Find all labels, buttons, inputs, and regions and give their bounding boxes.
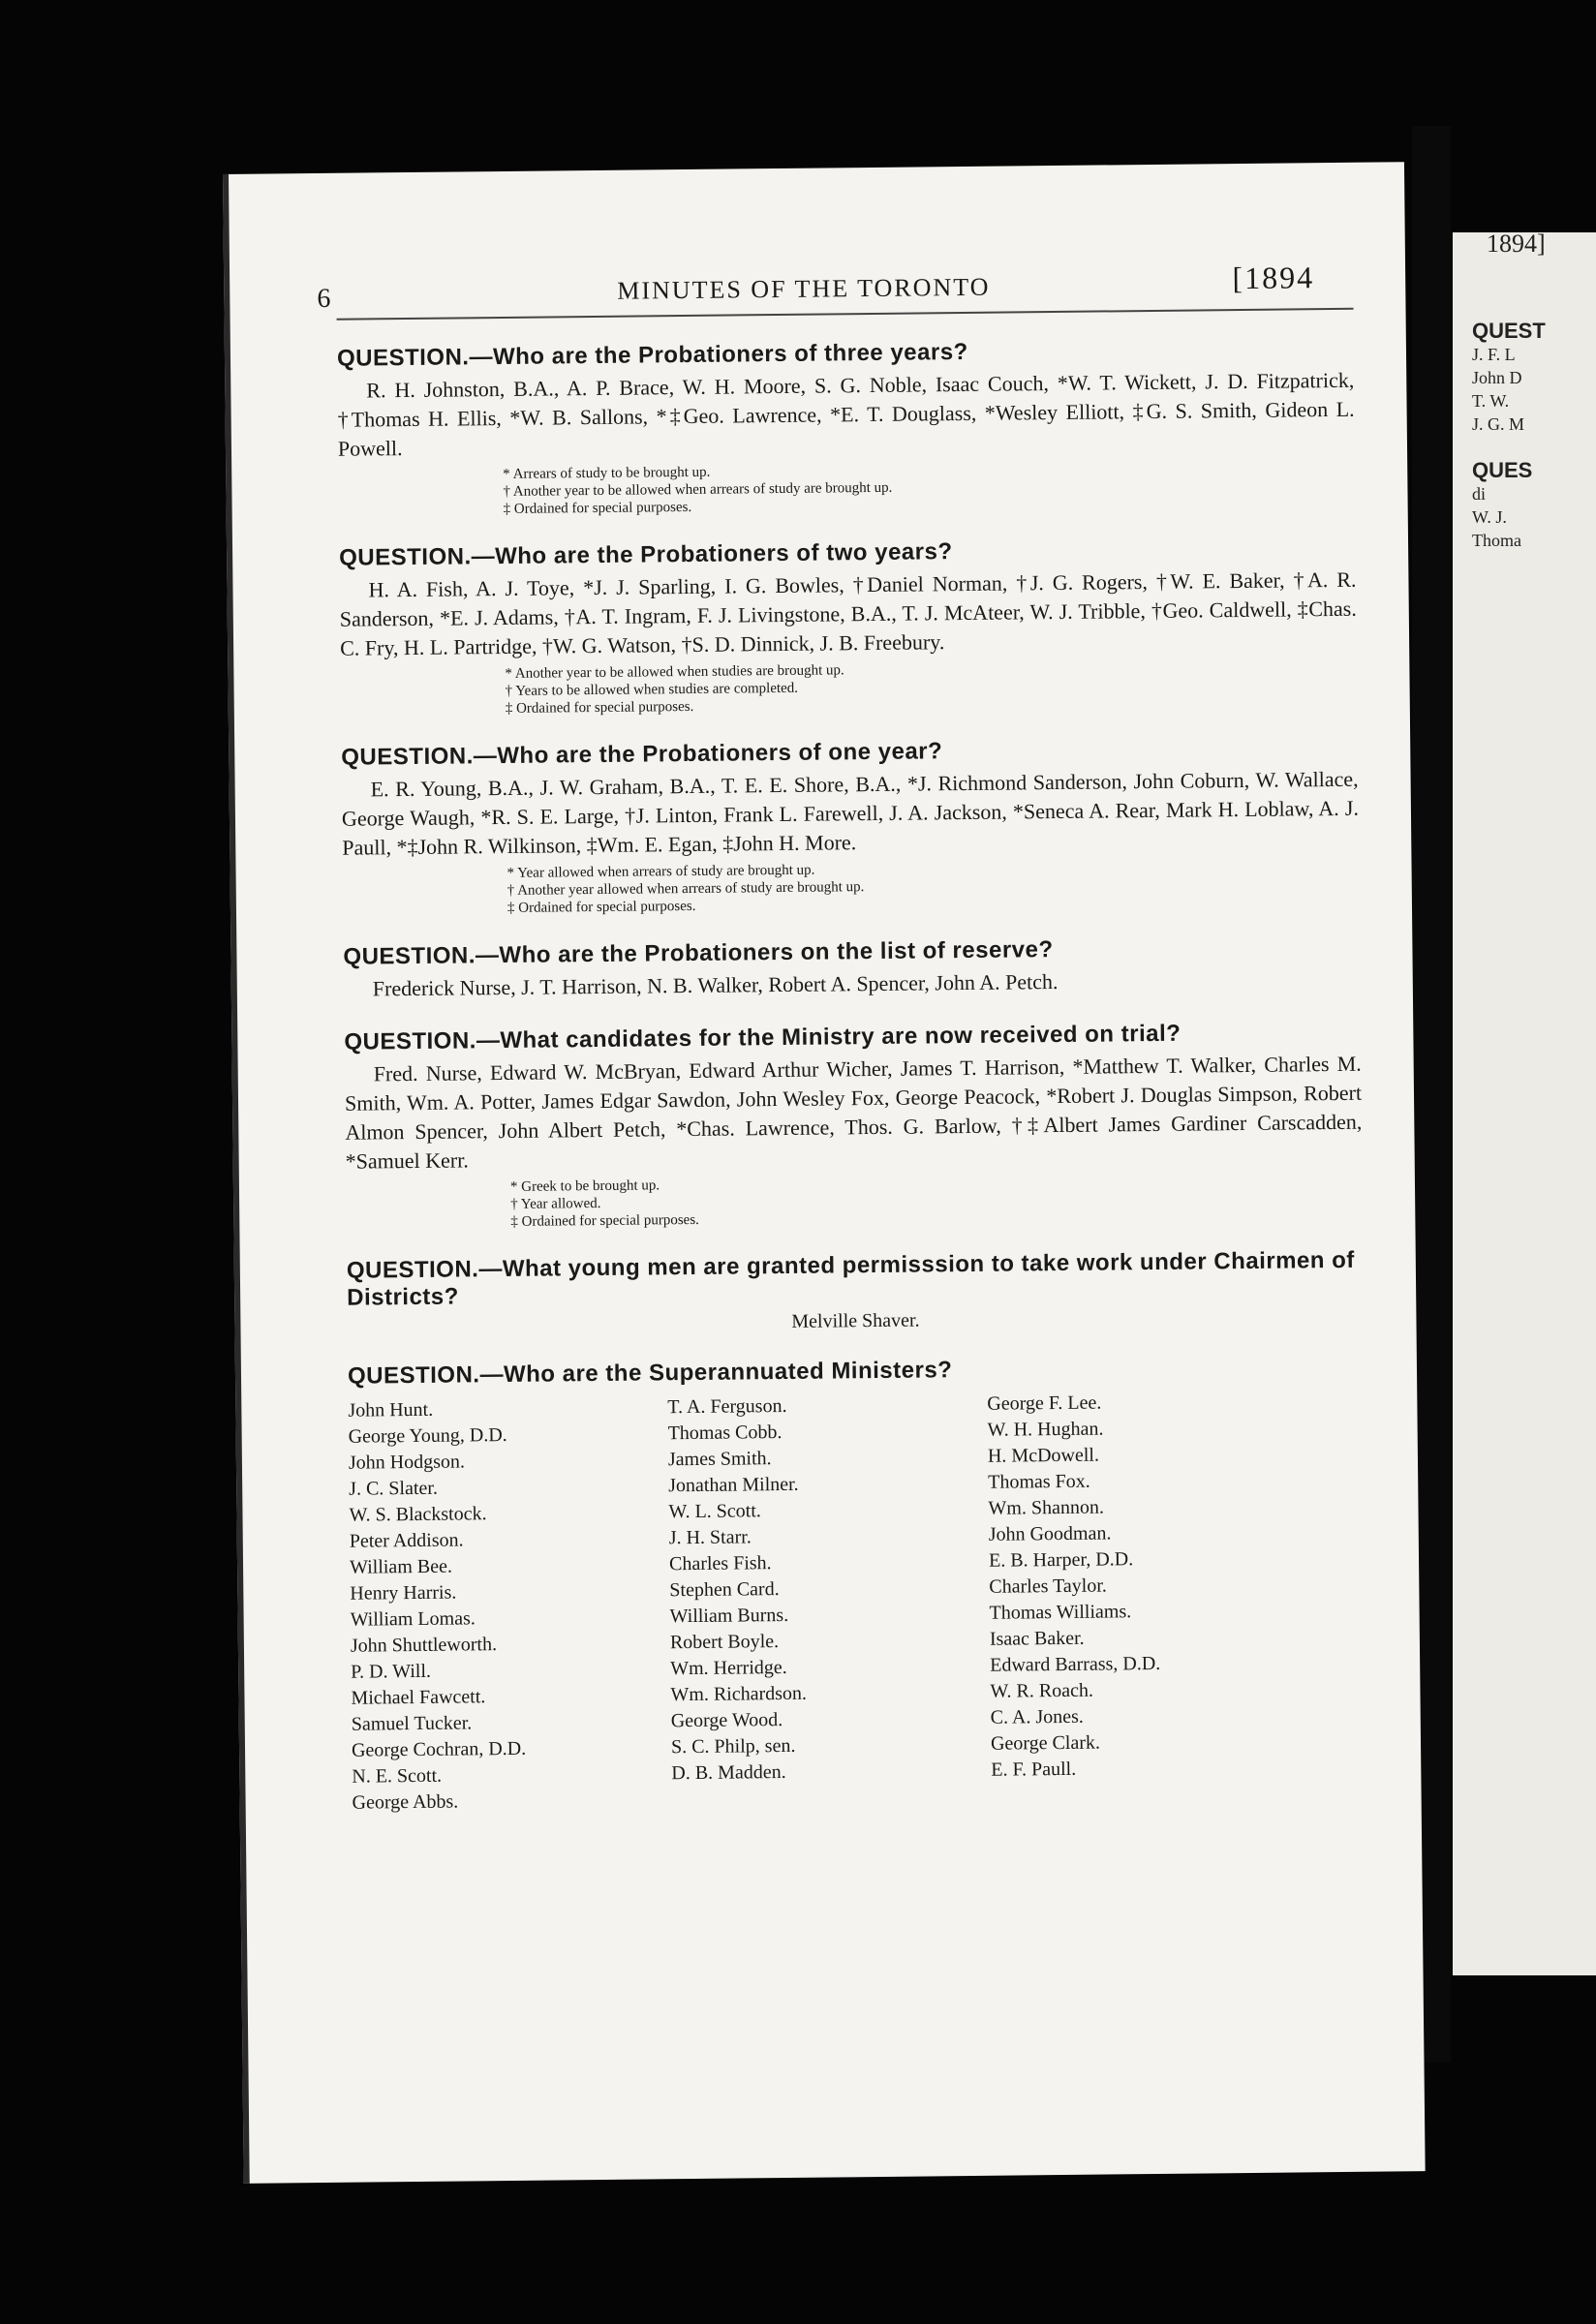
question-label: QUESTION. xyxy=(344,1027,477,1055)
question-block xyxy=(339,535,1358,719)
question-label: QUESTION. xyxy=(346,1256,479,1284)
footnotes xyxy=(506,856,1360,917)
minister-name: C. A. Jones. xyxy=(990,1705,1084,1728)
footnote: * Another year to be allowed when studies are brought up. xyxy=(505,662,844,682)
minister-name: T. A. Ferguson. xyxy=(667,1394,787,1419)
adjacent-line xyxy=(1472,436,1546,459)
footnote: ‡ Ordained for special purposes. xyxy=(510,1211,699,1230)
question-block xyxy=(343,933,1361,1004)
adjacent-page-fragment xyxy=(1453,232,1596,1975)
minister-name: P. D. Will. xyxy=(351,1660,432,1683)
question-text: —What young men are granted permisssion to take work under Chairmen of Districts? xyxy=(347,1246,1355,1311)
minister-name: George F. Lee. xyxy=(987,1391,1102,1415)
minister-name: Thomas Williams. xyxy=(989,1601,1132,1624)
page-header xyxy=(317,260,1353,321)
minister-name: Jonathan Milner. xyxy=(668,1473,799,1497)
adjacent-line: QUES xyxy=(1472,458,1533,482)
question-heading xyxy=(348,1353,1365,1391)
footnote: † Years to be allowed when studies are completed. xyxy=(505,680,799,699)
question-text: —What candidates for the Ministry are now received on trial? xyxy=(476,1020,1182,1055)
minister-name: George Clark. xyxy=(990,1731,1101,1755)
column-3 xyxy=(987,1388,1311,1809)
footnote: ‡ Ordained for special purposes. xyxy=(505,698,694,717)
footnote: ‡ Ordained for special purposes. xyxy=(506,898,696,916)
minister-name: N. E. Scott. xyxy=(352,1764,443,1788)
minister-name: John Hodgson. xyxy=(348,1451,466,1474)
question-answer: Fred. Nurse, Edward W. McBryan, Edward Arthur Wicher, James T. Harrison, *Matthew T. Walker, Charles M. Smith, Wm. A. Potter, James Edgar Sawdon, John Wesley Fox, George Peacock, *Robert J. Douglas Simpson, Robert Almon Spencer, John Albert Petch, *Chas. Lawrence, Thos. G. Barlow, †‡Albert James Gardiner Carscadden, *Samuel Kerr. xyxy=(344,1051,1363,1174)
document-page xyxy=(223,162,1426,2184)
minister-name: E. F. Paull. xyxy=(991,1758,1077,1781)
question-answer: H. A. Fish, A. J. Toye, *J. J. Sparling, I. G. Bowles, †Daniel Norman, †J. G. Rogers, †W. E. Baker, †A. R. Sanderson, *E. J. Adams, †A. T. Ingram, F. J. Livingstone, B.A., T. J. McAteer, W. J. Tribble, †Geo. Caldwell, ‡Chas. C. Fry, H. L. Partridge, †W. G. Watson, †S. D. Dinnick, J. B. Freebury. xyxy=(339,566,1357,660)
question-answer: Melville Shaver. xyxy=(791,1309,920,1332)
footnotes xyxy=(503,457,1356,518)
adjacent-line: T. W. xyxy=(1472,391,1510,411)
minister-name: John Goodman. xyxy=(988,1522,1112,1545)
superannuated-columns xyxy=(348,1388,1368,1817)
minister-name: Henry Harris. xyxy=(350,1581,457,1605)
minister-name: George Abbs. xyxy=(352,1790,459,1814)
minister-name: W. H. Hughan. xyxy=(987,1418,1104,1441)
minister-name: William Lomas. xyxy=(350,1607,476,1631)
question-label: QUESTION. xyxy=(341,743,474,771)
footnote: † Year allowed. xyxy=(510,1195,601,1212)
footnote: * Year allowed when arrears of study are brought up. xyxy=(506,862,815,881)
question-block xyxy=(344,1019,1363,1233)
question-text: —Who are the Superannuated Ministers? xyxy=(479,1357,953,1389)
minister-name: James Smith. xyxy=(667,1448,772,1471)
minister-name: Edward Barrass, D.D. xyxy=(990,1652,1161,1676)
column-1 xyxy=(348,1394,672,1816)
question-text: —Who are the Probationers of two years? xyxy=(471,538,953,570)
question-block xyxy=(337,335,1356,520)
question-text: —Who are the Probationers on the list of reserve? xyxy=(475,936,1054,969)
questions-list xyxy=(337,335,1365,1338)
question-heading xyxy=(347,1247,1365,1312)
adjacent-line: W. J. xyxy=(1472,507,1507,527)
footnote: † Another year to be allowed when arrears of study are brought up. xyxy=(503,479,893,500)
adjacent-line: J. F. L xyxy=(1472,345,1516,364)
footnotes xyxy=(510,1170,1364,1231)
question-block xyxy=(341,734,1360,919)
minister-name: H. McDowell. xyxy=(987,1444,1099,1467)
minister-name: D. B. Madden. xyxy=(671,1761,786,1785)
minister-name: S. C. Philp, sen. xyxy=(670,1734,796,1758)
minister-name: Michael Fawcett. xyxy=(351,1686,486,1709)
adjacent-line: QUEST xyxy=(1472,319,1546,343)
column-2 xyxy=(667,1391,992,1813)
question-label: QUESTION. xyxy=(336,344,470,372)
adjacent-year: 1894] xyxy=(1487,232,1546,258)
minister-name: Charles Taylor. xyxy=(989,1575,1107,1598)
footnote: † Another year allowed when arrears of study are brought up. xyxy=(506,879,865,899)
minister-name: William Burns. xyxy=(669,1604,789,1628)
minister-name: Isaac Baker. xyxy=(989,1627,1085,1650)
question-label: QUESTION. xyxy=(339,543,472,571)
minister-name: George Young, D.D. xyxy=(348,1423,507,1448)
minister-name: George Cochran, D.D. xyxy=(351,1737,527,1761)
footnote: * Arrears of study to be brought up. xyxy=(503,464,711,482)
minister-name: J. C. Slater. xyxy=(349,1477,439,1500)
question-label: QUESTION. xyxy=(347,1361,480,1390)
adjacent-lines xyxy=(1472,320,1546,552)
question-answer: Frederick Nurse, J. T. Harrison, N. B. Walker, Robert A. Spencer, John A. Petch. xyxy=(372,969,1059,1001)
question-block xyxy=(347,1247,1365,1338)
footnotes xyxy=(505,657,1358,718)
adjacent-line: J. G. M xyxy=(1472,414,1525,434)
minister-name: Charles Fish. xyxy=(668,1552,772,1575)
minister-name: J. H. Starr. xyxy=(668,1526,752,1549)
minister-name: Wm. Shannon. xyxy=(988,1496,1105,1519)
adjacent-line: di xyxy=(1472,484,1487,504)
year-mark: [1894 xyxy=(1232,260,1315,296)
minister-name: John Shuttleworth. xyxy=(350,1634,498,1657)
adjacent-line: Thoma xyxy=(1472,531,1521,550)
question-answer: R. H. Johnston, B.A., A. P. Brace, W. H. Moore, S. G. Noble, Isaac Couch, *W. T. Wickett, J. D. Fitzpatrick, †Thomas H. Ellis, *W. B. Sallons, *‡Geo. Lawrence, *E. T. Douglass, *Wesley Elliott, ‡G. S. Smith, Gideon L. Powell. xyxy=(337,367,1355,461)
question-text: —Who are the Probationers of one year? xyxy=(473,738,943,770)
minister-name: Peter Addison. xyxy=(349,1529,464,1552)
minister-name: W. S. Blackstock. xyxy=(349,1503,487,1526)
page-content xyxy=(317,260,1369,1817)
minister-name: John Hunt. xyxy=(348,1398,434,1422)
adjacent-line: John D xyxy=(1472,368,1522,387)
minister-name: Robert Boyle. xyxy=(669,1631,780,1654)
minister-name: William Bee. xyxy=(349,1555,453,1578)
footnote: * Greek to be brought up. xyxy=(509,1177,660,1195)
question-superannuated xyxy=(348,1353,1369,1817)
footnote: ‡ Ordained for special purposes. xyxy=(503,499,692,517)
minister-name: W. R. Roach. xyxy=(990,1679,1094,1702)
minister-name: Samuel Tucker. xyxy=(351,1712,473,1735)
minister-name: Wm. Richardson. xyxy=(670,1682,808,1706)
minister-name: W. L. Scott. xyxy=(668,1500,761,1523)
question-answer: E. R. Young, B.A., J. W. Graham, B.A., T. E. E. Shore, B.A., *J. Richmond Sanderson, John Coburn, W. Wallace, George Waugh, *R. S. E. Large, †J. Linton, Frank L. Farewell, J. A. Jackson, *Seneca A. Rear, Mark H. Loblaw, A. J. Paull, *‡John R. Wilkinson, ‡Wm. E. Egan, ‡John H. More. xyxy=(341,766,1360,860)
running-title: MINUTES OF THE TORONTO xyxy=(617,272,991,305)
minister-name: Stephen Card. xyxy=(669,1578,780,1602)
minister-name: Thomas Cobb. xyxy=(667,1422,783,1445)
minister-name: George Wood. xyxy=(670,1709,783,1732)
minister-name: Wm. Herridge. xyxy=(670,1656,787,1680)
page-number: 6 xyxy=(317,283,333,314)
question-text: —Who are the Probationers of three years? xyxy=(469,338,968,371)
minister-name: Thomas Fox. xyxy=(988,1470,1090,1493)
question-label: QUESTION. xyxy=(343,942,476,970)
minister-name: E. B. Harper, D.D. xyxy=(988,1548,1134,1572)
